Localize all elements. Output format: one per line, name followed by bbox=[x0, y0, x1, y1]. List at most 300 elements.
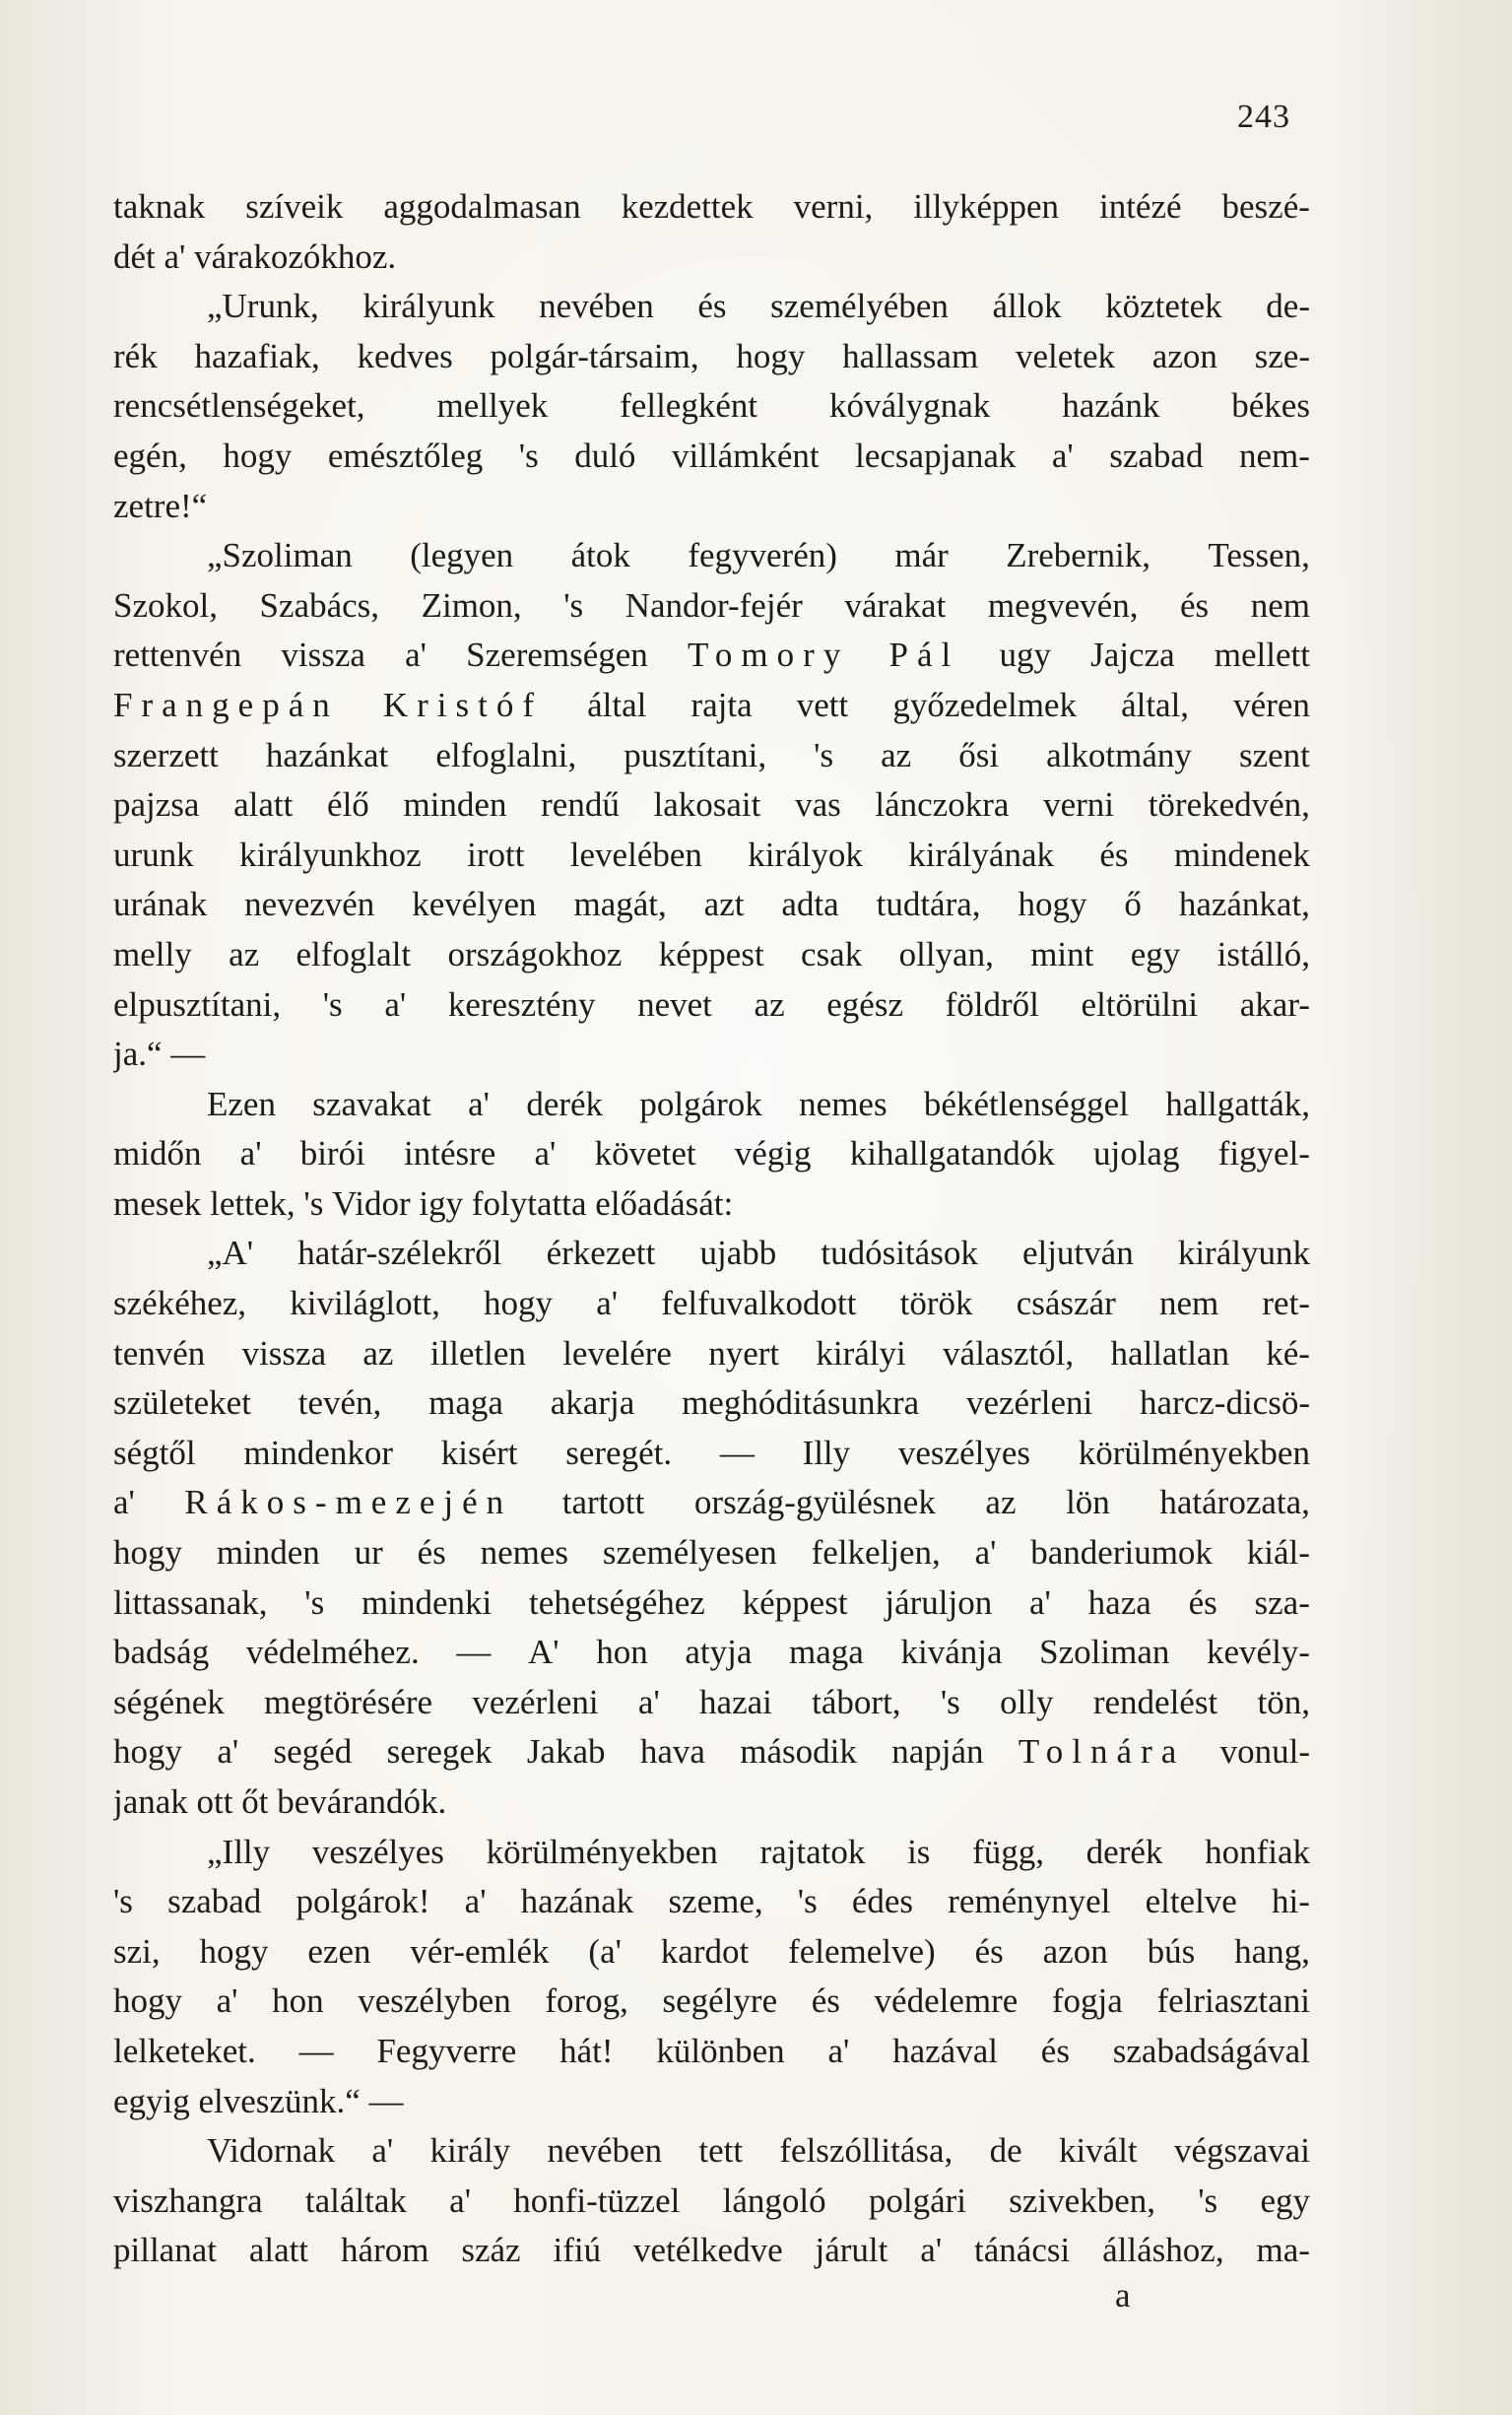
word: ország-gyülésnek bbox=[693, 1483, 936, 1522]
word: kivált bbox=[1058, 2131, 1138, 2171]
word: mindenkor bbox=[243, 1433, 393, 1472]
word: a' bbox=[384, 984, 407, 1024]
text-line bbox=[113, 1080, 1310, 1130]
word: királyának bbox=[908, 835, 1054, 874]
word: elfoglalni, bbox=[435, 735, 577, 774]
word: vonul- bbox=[1219, 1732, 1310, 1772]
word: kiál- bbox=[1246, 1533, 1310, 1573]
word: haza bbox=[1087, 1582, 1151, 1622]
word: Zrebernik, bbox=[1006, 536, 1150, 575]
word: A' bbox=[528, 1633, 559, 1672]
word: 's bbox=[304, 1582, 325, 1622]
word: polgárok bbox=[639, 1084, 762, 1123]
word: minden bbox=[216, 1533, 320, 1573]
word: 's bbox=[113, 1882, 133, 1921]
word: littassanak, bbox=[113, 1582, 268, 1622]
word: három bbox=[341, 2231, 429, 2270]
word: és bbox=[811, 1981, 840, 2021]
catchword: a bbox=[1115, 2276, 1131, 2314]
word: pajzsa bbox=[113, 785, 200, 825]
word: és bbox=[1099, 835, 1129, 874]
word: a' bbox=[596, 1284, 619, 1323]
text-line bbox=[113, 332, 1310, 382]
word: megvevén, bbox=[987, 585, 1139, 625]
word: királyi bbox=[816, 1333, 906, 1373]
word: és bbox=[1188, 1582, 1217, 1622]
word: seregek bbox=[386, 1732, 493, 1772]
emphasized-name: Tomory bbox=[688, 636, 850, 675]
word: pillanat bbox=[113, 2231, 217, 2270]
word: király bbox=[429, 2131, 511, 2171]
word: igy bbox=[419, 1183, 464, 1223]
text-line bbox=[113, 1678, 1310, 1728]
word: seregét. bbox=[565, 1433, 673, 1472]
word: veszélyben bbox=[358, 1981, 511, 2021]
word: Vidor bbox=[332, 1183, 411, 1223]
word: nem bbox=[1250, 585, 1310, 625]
word: elveszünk.“ bbox=[198, 2081, 361, 2120]
word: függ, bbox=[972, 1832, 1044, 1871]
word: tudtára, bbox=[876, 885, 981, 924]
word: dét bbox=[113, 236, 156, 276]
word: előadását: bbox=[595, 1183, 734, 1223]
word: veszélyes bbox=[311, 1832, 444, 1871]
word: ségtől bbox=[113, 1433, 196, 1472]
word: rendelést bbox=[1092, 1682, 1218, 1721]
word: nyert bbox=[708, 1333, 780, 1373]
word: szabadságával bbox=[1112, 2031, 1310, 2070]
word: ő bbox=[1124, 885, 1142, 924]
word: és bbox=[974, 1931, 1004, 1971]
word: találtak bbox=[304, 2180, 407, 2220]
text-line bbox=[113, 1478, 1310, 1528]
word: — bbox=[170, 1035, 206, 1074]
text-line bbox=[113, 681, 1310, 731]
word: azon bbox=[1042, 1931, 1108, 1971]
word: lecsapjanak bbox=[855, 436, 1017, 475]
word: 's bbox=[563, 585, 584, 625]
word: — bbox=[368, 2081, 404, 2120]
word: az bbox=[881, 735, 912, 774]
word: tenvén bbox=[113, 1333, 206, 1373]
word: levelében bbox=[569, 835, 702, 874]
word: honfi-tüzzel bbox=[513, 2180, 681, 2220]
word: várakat bbox=[844, 585, 947, 625]
word: tudósitások bbox=[821, 1234, 978, 1273]
word: taknak bbox=[113, 187, 206, 226]
word: forog, bbox=[545, 1981, 628, 2021]
text-line bbox=[113, 1429, 1310, 1479]
word: királyunkhoz bbox=[239, 835, 422, 874]
word: Fegyverre bbox=[376, 2031, 517, 2070]
word: vas bbox=[795, 785, 841, 825]
word: a' bbox=[637, 1682, 660, 1721]
word: adta bbox=[781, 885, 839, 924]
word: olly bbox=[1000, 1682, 1054, 1721]
emphasized-name: Rákos-mezején bbox=[184, 1483, 513, 1522]
word: — bbox=[456, 1633, 492, 1672]
word: midőn bbox=[113, 1134, 202, 1174]
word: ollyan, bbox=[898, 934, 994, 973]
word: atyja bbox=[685, 1633, 753, 1672]
text-line bbox=[113, 531, 1310, 581]
text-line bbox=[113, 282, 1310, 332]
word: akar- bbox=[1239, 984, 1310, 1024]
word: ségének bbox=[113, 1682, 225, 1721]
word: rettenvén bbox=[113, 636, 242, 675]
word: császár bbox=[1016, 1284, 1116, 1323]
word: hallgatták, bbox=[1165, 1084, 1310, 1123]
word: kóválygnak bbox=[829, 386, 991, 426]
word: végig bbox=[734, 1134, 812, 1174]
word: körülményekben bbox=[486, 1832, 718, 1871]
word: magát, bbox=[573, 885, 667, 924]
word: fogja bbox=[1051, 1981, 1123, 2021]
word: sze- bbox=[1254, 336, 1310, 375]
word: vetélkedve bbox=[633, 2231, 783, 2270]
word: megtörésére bbox=[264, 1682, 433, 1721]
word: de bbox=[989, 2131, 1022, 2171]
word: a' bbox=[405, 636, 427, 675]
word: irott bbox=[467, 835, 525, 874]
word: hazánk bbox=[1062, 386, 1160, 426]
word: „Illy bbox=[207, 1832, 271, 1871]
word: hava bbox=[639, 1732, 705, 1772]
word: hazának bbox=[520, 1882, 634, 1921]
word: tön, bbox=[1257, 1682, 1310, 1721]
word: Vidornak bbox=[207, 2131, 336, 2171]
word: „Urunk, bbox=[207, 287, 319, 326]
word: köztetek bbox=[1105, 287, 1222, 326]
word: is bbox=[907, 1832, 931, 1871]
word: levelére bbox=[562, 1333, 672, 1373]
word: melly bbox=[113, 934, 192, 973]
word: hogy bbox=[113, 1981, 182, 2021]
word: földről bbox=[945, 984, 1039, 1024]
text-line bbox=[113, 1877, 1310, 1927]
word: rajta bbox=[690, 685, 753, 724]
word: az bbox=[229, 934, 260, 973]
word: képpest bbox=[742, 1582, 848, 1622]
word: a' bbox=[217, 1732, 239, 1772]
text-line bbox=[113, 631, 1310, 681]
word: különben bbox=[656, 2031, 785, 2070]
word: — bbox=[298, 2031, 334, 2070]
word: Nandor-fejér bbox=[625, 585, 803, 625]
body-text bbox=[113, 182, 1310, 2276]
word: a' bbox=[534, 1134, 557, 1174]
word: őt bbox=[241, 1782, 269, 1821]
word: ifiú bbox=[553, 2231, 602, 2270]
word: átok bbox=[570, 536, 630, 575]
word: hogy bbox=[223, 436, 293, 475]
word: zetre!“ bbox=[113, 486, 208, 525]
word: mesek bbox=[113, 1183, 202, 1223]
word: egén, bbox=[113, 436, 187, 475]
word: a' bbox=[113, 1483, 135, 1522]
word: ur bbox=[354, 1533, 383, 1573]
word: intésre bbox=[404, 1134, 496, 1174]
text-line bbox=[113, 2077, 1310, 2127]
word: vezérleni bbox=[965, 1383, 1093, 1423]
word: ké- bbox=[1266, 1333, 1310, 1373]
text-line bbox=[113, 1977, 1310, 2027]
word: nem- bbox=[1238, 436, 1310, 475]
word: figyel- bbox=[1217, 1134, 1310, 1174]
word: által, bbox=[1121, 685, 1190, 724]
page-number: 243 bbox=[1237, 99, 1290, 135]
word: királyunk bbox=[1177, 1234, 1310, 1273]
word: akarja bbox=[550, 1383, 635, 1423]
word: tevén, bbox=[297, 1383, 382, 1423]
word: az bbox=[754, 984, 785, 1024]
word: reménynyel bbox=[948, 1882, 1111, 1921]
text-line bbox=[113, 980, 1310, 1031]
word: minden bbox=[403, 785, 507, 825]
word: elfoglalt bbox=[296, 934, 412, 973]
word: (legyen bbox=[410, 536, 514, 575]
word: tett bbox=[698, 2131, 744, 2171]
word: azon bbox=[1151, 336, 1217, 375]
word: hogy bbox=[1018, 885, 1087, 924]
word: rendű bbox=[541, 785, 620, 825]
word: egy bbox=[1130, 934, 1181, 973]
text-line bbox=[113, 2126, 1310, 2177]
word: határ-szélekről bbox=[297, 1234, 502, 1273]
word: harcz-dicsö- bbox=[1140, 1383, 1310, 1423]
text-line bbox=[113, 731, 1310, 781]
word: maga bbox=[789, 1633, 864, 1672]
word: ret- bbox=[1262, 1284, 1310, 1323]
word: hogy bbox=[113, 1533, 182, 1573]
word: hazafiak, bbox=[194, 336, 320, 375]
word: védelméhez. bbox=[245, 1633, 420, 1672]
word: szi, bbox=[113, 1931, 161, 1971]
word: (a' bbox=[588, 1931, 622, 1971]
word: a' bbox=[468, 1084, 490, 1123]
text-line bbox=[113, 2226, 1310, 2276]
text-line bbox=[113, 1329, 1310, 1379]
word: alatt bbox=[248, 2231, 309, 2270]
word: csak bbox=[801, 934, 863, 973]
word: hogy bbox=[736, 336, 806, 375]
word: derék bbox=[1085, 1832, 1163, 1871]
word: lángoló bbox=[722, 2180, 826, 2220]
word: alkotmány bbox=[1046, 735, 1192, 774]
text-line bbox=[113, 1628, 1310, 1678]
word: aggodalmasan bbox=[383, 187, 581, 226]
word: nemes bbox=[799, 1084, 887, 1123]
text-line bbox=[113, 1927, 1310, 1978]
text-line bbox=[113, 930, 1310, 980]
word: felemelve) bbox=[788, 1931, 936, 1971]
word: 's bbox=[518, 436, 539, 475]
word: a' bbox=[827, 2031, 850, 2070]
word: édes bbox=[851, 1882, 914, 1921]
word: kivánja bbox=[900, 1633, 1003, 1672]
word: rajtatok bbox=[759, 1832, 866, 1871]
word: ezen bbox=[307, 1931, 371, 1971]
text-line bbox=[113, 1778, 1310, 1828]
word: hang, bbox=[1234, 1931, 1310, 1971]
word: folytatta bbox=[471, 1183, 587, 1223]
word: honfiak bbox=[1205, 1832, 1310, 1871]
word: királyok bbox=[748, 835, 863, 874]
word: a' bbox=[920, 2231, 943, 2270]
word: fegyverén) bbox=[688, 536, 837, 575]
word: felkeljen, bbox=[811, 1533, 941, 1573]
word: a' bbox=[464, 1882, 487, 1921]
word: — bbox=[719, 1433, 755, 1472]
word: a' bbox=[164, 236, 186, 276]
word: ujolag bbox=[1092, 1134, 1180, 1174]
word: „A' bbox=[207, 1234, 254, 1273]
word: illetlen bbox=[429, 1333, 526, 1373]
word: ugy bbox=[999, 636, 1051, 675]
word: egy bbox=[1260, 2180, 1310, 2220]
word: 's bbox=[303, 1183, 324, 1223]
word: nemes bbox=[480, 1533, 569, 1573]
word: törekedvén, bbox=[1148, 785, 1310, 825]
text-line bbox=[113, 233, 1310, 283]
text-line bbox=[113, 1030, 1310, 1080]
word: Jajcza bbox=[1090, 636, 1175, 675]
word: szeme, bbox=[668, 1882, 763, 1921]
word: intézé bbox=[1098, 187, 1182, 226]
word: beszé- bbox=[1221, 187, 1310, 226]
word: polgárok! bbox=[296, 1882, 430, 1921]
word: nevet bbox=[637, 984, 712, 1024]
text-line bbox=[113, 1828, 1310, 1878]
word: segéd bbox=[273, 1732, 353, 1772]
emphasized-name: Frangepán bbox=[113, 685, 339, 724]
word: emésztőleg bbox=[327, 436, 484, 475]
word: mellyek bbox=[436, 386, 549, 426]
word: a' bbox=[1029, 1582, 1051, 1622]
text-line bbox=[113, 1727, 1310, 1778]
word: felfuvalkodott bbox=[661, 1284, 857, 1323]
word: vezérleni bbox=[472, 1682, 599, 1721]
word: ott bbox=[196, 1782, 233, 1821]
word: ma- bbox=[1256, 2231, 1310, 2270]
word: védelemre bbox=[874, 1981, 1019, 2021]
word: pusztítani, bbox=[624, 735, 767, 774]
word: alatt bbox=[233, 785, 294, 825]
word: verni bbox=[1043, 785, 1115, 825]
word: hon bbox=[272, 1981, 324, 2021]
word: hallatlan bbox=[1110, 1333, 1229, 1373]
word: ja.“ bbox=[113, 1035, 163, 1074]
word: személyében bbox=[770, 287, 949, 326]
word: egyig bbox=[113, 2081, 190, 2120]
word: szabad bbox=[167, 1882, 262, 1921]
text-line bbox=[113, 831, 1310, 881]
word: polgár-társaim, bbox=[490, 336, 699, 375]
text-line bbox=[113, 1378, 1310, 1429]
word: urának bbox=[113, 885, 208, 924]
word: kiviláglott, bbox=[290, 1284, 440, 1323]
word: segélyre bbox=[662, 1981, 778, 2021]
word: a' bbox=[974, 1533, 997, 1573]
word: duló bbox=[574, 436, 636, 475]
word: elpusztítani, bbox=[113, 984, 282, 1024]
word: a' bbox=[216, 1981, 238, 2021]
word: szent bbox=[1238, 735, 1310, 774]
word: illyképpen bbox=[913, 187, 1060, 226]
text-line bbox=[113, 1528, 1310, 1578]
word: kedves bbox=[357, 336, 453, 375]
word: mindenki bbox=[362, 1582, 493, 1622]
word: és bbox=[697, 287, 727, 326]
word: a' bbox=[1051, 436, 1074, 475]
word: urunk bbox=[113, 835, 194, 874]
word: kisért bbox=[440, 1433, 518, 1472]
word: Zimon, bbox=[421, 585, 522, 625]
word: eljutván bbox=[1021, 1234, 1134, 1273]
word: villámként bbox=[671, 436, 820, 475]
word: 's bbox=[940, 1682, 960, 1721]
word: hallassam bbox=[842, 336, 979, 375]
word: ujabb bbox=[699, 1234, 777, 1273]
text-line bbox=[113, 1578, 1310, 1629]
word: hon bbox=[596, 1633, 648, 1672]
word: istálló, bbox=[1216, 934, 1310, 973]
word: rék bbox=[113, 336, 158, 375]
word: által bbox=[587, 685, 647, 724]
word: járult bbox=[815, 2231, 888, 2270]
word: „Szoliman bbox=[207, 536, 353, 575]
word: de- bbox=[1266, 287, 1310, 326]
word: végszavai bbox=[1173, 2131, 1310, 2171]
word: szerzett bbox=[113, 735, 219, 774]
word: 's bbox=[797, 1882, 818, 1921]
word: tábort, bbox=[812, 1682, 901, 1721]
word: nevezvén bbox=[244, 885, 375, 924]
word: nevében bbox=[539, 287, 654, 326]
word: 's bbox=[1198, 2180, 1218, 2220]
word: tehetségéhez bbox=[529, 1582, 705, 1622]
word: Tessen, bbox=[1208, 536, 1310, 575]
text-line bbox=[113, 381, 1310, 432]
word: határozata, bbox=[1159, 1483, 1310, 1522]
word: Szoliman bbox=[1039, 1633, 1170, 1672]
emphasized-name: Kristóf bbox=[382, 685, 543, 724]
word: már bbox=[894, 536, 949, 575]
word: hazával bbox=[892, 2031, 998, 2070]
word: járuljon bbox=[885, 1582, 993, 1622]
word: képpest bbox=[658, 934, 764, 973]
text-line bbox=[113, 1129, 1310, 1179]
text-line bbox=[113, 182, 1310, 233]
word: Szeremségen bbox=[466, 636, 648, 675]
word: török bbox=[899, 1284, 973, 1323]
word: hazai bbox=[699, 1682, 772, 1721]
word: Jakab bbox=[526, 1732, 606, 1772]
word: kezdettek bbox=[621, 187, 754, 226]
text-line bbox=[113, 581, 1310, 632]
word: polgári bbox=[868, 2180, 967, 2220]
word: a' bbox=[239, 1134, 262, 1174]
word: nevében bbox=[547, 2131, 663, 2171]
word: királyunk bbox=[362, 287, 495, 326]
word: Szokol, bbox=[113, 585, 218, 625]
word: országokhoz bbox=[447, 934, 623, 973]
word: születeket bbox=[113, 1383, 251, 1423]
word: mindenek bbox=[1173, 835, 1310, 874]
word: maga bbox=[428, 1383, 503, 1423]
word: 's bbox=[814, 735, 834, 774]
text-line bbox=[113, 2177, 1310, 2227]
